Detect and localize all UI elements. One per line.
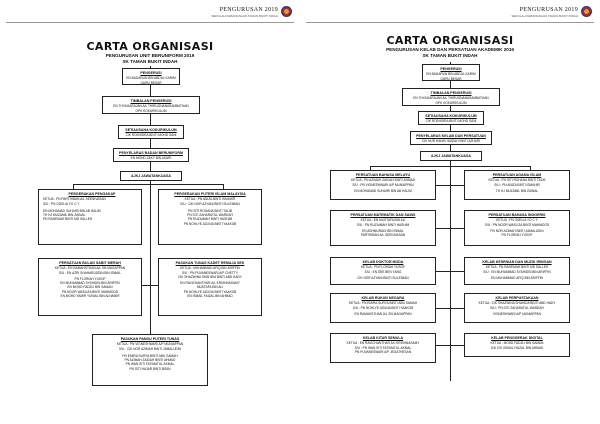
chart-subtitle: PENGURUSAN KELAB DAN PERSATUAN AKADEMIK 2019	[386, 47, 514, 52]
header-divider	[6, 22, 294, 23]
box-tunas-kadet: PASUKAN TUNAS KADET REMAJA SEK KETUA : MUHAMMAD AFIQ BIN ARIFFIN S/U : PN PUVANESWARI A/P CHETTY CIK SHAZWINA SHAHIDA BINTI ABD HADY EN RAVICHANTHAR A/L KRISHNASAMY MUSTAFA BIN ALI PN NOHLYE AZLINA BINTI YAAKOB EN ISMAIL FAIZAL BIN AHMAD	[158, 258, 262, 316]
header-subtitle: SEKOLAH KEBANGSAAN TAMAN BUKIT INDAH	[511, 14, 578, 18]
box-puteri-islam: PERGERAKAN PUTERI ISLAM MALAYSIA KETUA : PN ANIZA BINTI ISMAHIR S/U : CIK NOR AZYANI BINTI SULEIMAN PN SITI ROHANA BINTI TALIB PN SITI ZAHARATUL WARDAH PN RUZAIMAH BINTI HASHIM PN NOHLYE AZLINA BINTI YAAKOB	[158, 189, 262, 245]
box-matematik-sains: PERSATUAN MATEMATIK DAN SAINS KETUA : EN MUSTAFA BIN ALI S/U : PN RUZAIMAH BINTI HASHIM EN ASHMURADI BIN ISMAIL PARTHIBAN A/L SEENIVASAN	[330, 210, 436, 246]
school-name: SK TAMAN BUKIT INDAH	[122, 59, 178, 64]
school-crest-icon	[281, 6, 292, 17]
box-perpustakaan: KELAB PERPUSTAKAAN KETUA : CIK SHAZWINA SHAHIDA BINTI ABD HADY S/U : PN SITI ZAHARATUL WARDAH VIGNESHWARI A/P MUNIAPPAN	[464, 293, 570, 323]
box-penyelaras: PENYELARAS KELAB DAN PERSATUAN CIK NUR HANIS HAIDAH BINTI AZHARI	[410, 131, 492, 145]
box-kesenian-muzik: KELAB KESENIAN DAN MUZIK IRINGAN KETUA : PN RAHEMAH BINTI MD SALLEH S/U : EN MUHAMMAD SYAHIDIN BIN ARIFFIN EN MUHAMMAD AFIQ BIN ARIFFIN	[464, 257, 570, 285]
box-bulan-sabit-merah: PERSATUAN BULAN SABIT MERAH KETUA : EN RAMAHSTHAN A/L SN MAGAPPAN S/U : EN AZRI SHAHARUDDIN BIN ISMAIL PN FLORIAH YUSOF EN MUHAMMAD SYAHIDIN BIN ARIFFIN EN MOHD FADZLI BIN SAMAN PN NOOR WASLIZA BINTI MAHMOOD EN MOHD YAMIR YUNIAL BIN ALHAMIR	[38, 258, 142, 316]
box-pengakap: PERGERAKAN PENGAKAP KETUA : PN PARTHIBAN A/L SEENIVASAN S/U : PN ODELIA YO C Y EN MOHAMAD SUHAIRI BIN AB HALIM TH HJ MUZAMIL BIN ZAINAL PN RAHEMAH BINTI MD SALLEH	[38, 189, 142, 245]
box-pengerusi: PENGERUSI EN BADARUN BIN ABDUL KARIM GURU BESAR	[422, 64, 480, 81]
page-header	[511, 7, 578, 18]
box-agama-islam: PERSATUAN AGAMA ISLAM KETUA : PN SITI ROHANA BINTI TALIB S/U : PN ANIZA BINTI ISMAHIR TH HJ MUZAMIL BIN ZAINAL	[464, 170, 570, 200]
chart-title: CARTA ORGANISASI	[86, 40, 214, 53]
box-penggerak-digital: KELAB PENGGERAK DIGITAL KETUA : MOHD FADZLI BIN SAMAN S/U CIK ISMAIL FAIZAL BIN AHMAD	[464, 333, 570, 357]
box-ajk: AJKJ JAWATANKUASA	[120, 171, 182, 181]
box-penyelaras: PENYELARAS BADAN BERUNIFORM EN MOHD ZAKY BIN ASARI	[113, 148, 189, 162]
box-pengerusi: PENGERUSI EN BADARUN BIN ABDUL KARIM GURU BESAR	[122, 68, 180, 85]
school-name: SK TAMAN BUKIT INDAH	[422, 53, 478, 58]
header-title: PENGURUSAN 2019	[519, 7, 578, 13]
right-page	[300, 0, 600, 424]
box-pandu-puteri-tunas: PASUKAN PANDU PUTERI TUNAS KETUA : PN VIGNESHWARI A/P MUNIAPPAN S/U : CIK NOR AZIMAH BINTI JAMALUDIN PN EMIRA SURYA BINTI ABU SAMAH PN AZIMAH ZAIDAH BINTI AHMAD PN WAN SITI FATIMATUL AKMAL PN SITI HAJAR BINTI BIDIN	[92, 334, 208, 386]
box-rukun-negara: KELAB RUKUN NEGARA KETUA : PN EMIRA SURYA BINTI ABU SAMAH S/U : PN NOHLYE AZLINA BINTI YAAKOB EN RAMAHSTHAN A/L SN MAGAPPAN	[330, 293, 436, 323]
chart-subtitle: PENGURUSAN UNIT BERUNIFORM 2019	[105, 53, 195, 58]
header-divider	[306, 22, 594, 23]
header-title: PENGURUSAN 2019	[219, 7, 278, 13]
school-crest-icon	[581, 6, 592, 17]
box-timbalan: TIMBALAN PENGERUSI EN THYAGARAJAN A/L THIRUGNANASAMBATHAN GPK KOKURIKULUM	[402, 88, 500, 106]
chart-title: CARTA ORGANISASI	[386, 34, 514, 47]
box-timbalan: TIMBALAN PENGERUSI EN THYAGARAJAN A/L THIRUGNANASAMBATHAN GPK KOKURIKULUM	[102, 96, 200, 114]
box-bahasa-melayu: PERSATUAN BAHASA MELAYU KETUA : PN AZIMAH ZAIDAH BINTI AHMAD S/U : PN VIGNESHWARI A/P MUNIAPPAN EN MOHAMAD SUHAIRI BIN AB HALIM	[330, 170, 436, 200]
box-setiausaha: SETIAUSAHA KOKURIKULUM CIK ROSHIDRA BINTI MOHD SANI	[418, 111, 484, 125]
header-subtitle: SEKOLAH KEBANGSAAN TAMAN BUKIT INDAH	[211, 14, 278, 18]
box-ajk: AJKJ JAWATANKUASA	[420, 151, 482, 161]
box-doktor-muda: KELAB DOKTOR MUDA KETUA : PN FLORIAH YUSOF S/U : EN SEE BEN YANG CIK NOR AZYANI BINTI SULEIMAN	[330, 257, 436, 285]
box-kitar-semula: KELAB KITAR SEMULA KETUA : EN RAVICHANTHAR A/L KRISHNASAMY S/U : PN WAN SITI FATIMATUL AKMAL PN PUVANESWARI A/P JEGATHESAN	[330, 333, 436, 363]
page-header	[211, 7, 278, 18]
box-setiausaha: SETIAUSAHA KOKURIKULUM CIK ROSHIDRA BINTI MOHD SANI	[118, 125, 184, 139]
box-bahasa-inggeris: PERSATUAN BAHASA INGGERIS KETUA : PN ODELIA YO C Y S/U : PN NOOR WASLIZA BINTI MAHMOOD PN NOR AZIMAH BINTI JAMALUDIN PN FLORIAH YUSOF	[464, 210, 570, 246]
